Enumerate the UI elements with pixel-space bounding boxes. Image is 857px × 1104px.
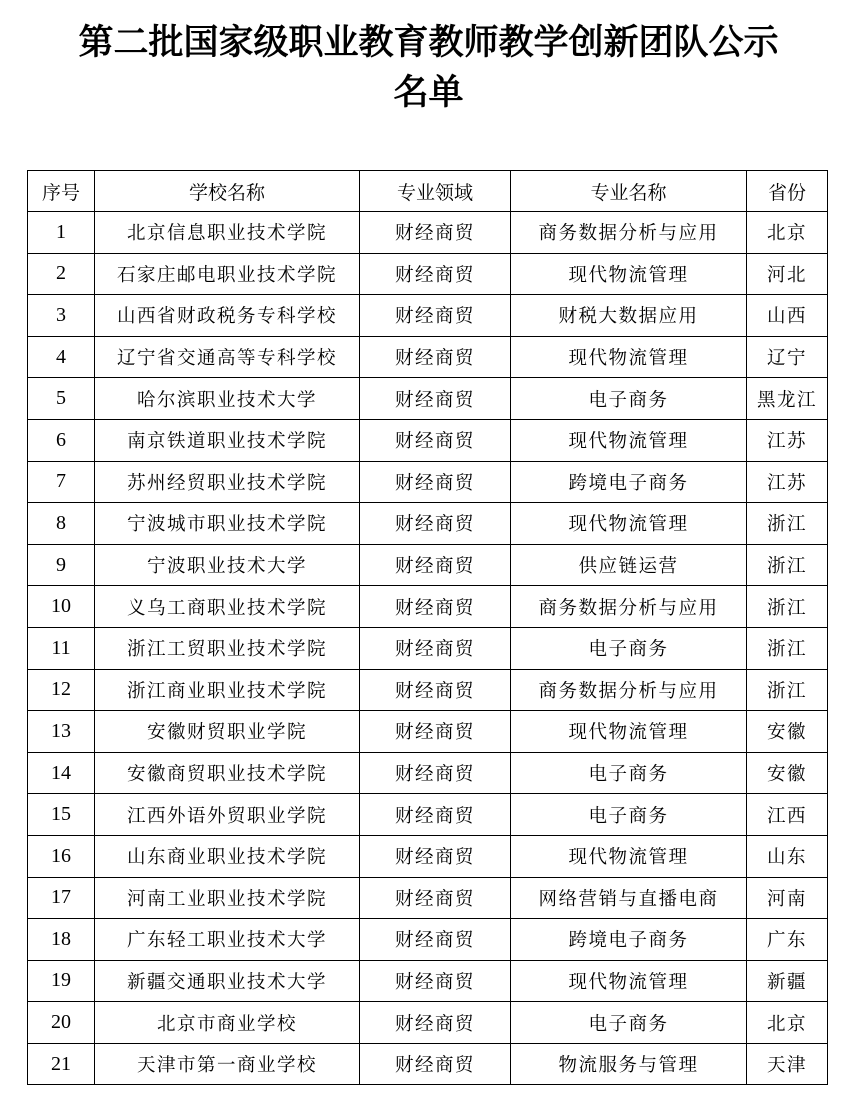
cell-major-name: 商务数据分析与应用: [511, 669, 747, 711]
cell-index: 21: [28, 1043, 95, 1085]
cell-index: 6: [28, 419, 95, 461]
cell-index: 1: [28, 212, 95, 254]
cell-province: 安徽: [747, 711, 828, 753]
cell-major-name: 物流服务与管理: [511, 1043, 747, 1085]
cell-index: 19: [28, 960, 95, 1002]
cell-field: 财经商贸: [360, 711, 511, 753]
cell-index: 15: [28, 794, 95, 836]
cell-major-name: 跨境电子商务: [511, 461, 747, 503]
cell-field: 财经商贸: [360, 336, 511, 378]
cell-province: 山东: [747, 835, 828, 877]
table-row: [28, 1002, 828, 1044]
cell-province: 江苏: [747, 419, 828, 461]
cell-field: 财经商贸: [360, 503, 511, 545]
cell-major-name: 电子商务: [511, 627, 747, 669]
cell-school-name: 南京铁道职业技术学院: [95, 419, 360, 461]
cell-major-name: 商务数据分析与应用: [511, 212, 747, 254]
cell-province: 北京: [747, 1002, 828, 1044]
cell-major-name: 电子商务: [511, 794, 747, 836]
table-row: [28, 669, 828, 711]
cell-index: 14: [28, 752, 95, 794]
cell-index: 7: [28, 461, 95, 503]
table-row: [28, 336, 828, 378]
team-list-table: [27, 170, 828, 1085]
cell-province: 安徽: [747, 752, 828, 794]
cell-major-name: 商务数据分析与应用: [511, 586, 747, 628]
cell-school-name: 义乌工商职业技术学院: [95, 586, 360, 628]
cell-province: 浙江: [747, 627, 828, 669]
cell-major-name: 现代物流管理: [511, 711, 747, 753]
cell-school-name: 安徽财贸职业学院: [95, 711, 360, 753]
cell-province: 新疆: [747, 960, 828, 1002]
cell-province: 浙江: [747, 586, 828, 628]
cell-field: 财经商贸: [360, 919, 511, 961]
cell-school-name: 新疆交通职业技术大学: [95, 960, 360, 1002]
cell-major-name: 跨境电子商务: [511, 919, 747, 961]
cell-index: 12: [28, 669, 95, 711]
header-province: 省份: [747, 171, 828, 212]
cell-field: 财经商贸: [360, 378, 511, 420]
table-row: [28, 212, 828, 254]
cell-field: 财经商贸: [360, 835, 511, 877]
cell-province: 江苏: [747, 461, 828, 503]
cell-school-name: 辽宁省交通高等专科学校: [95, 336, 360, 378]
cell-index: 17: [28, 877, 95, 919]
table-row: [28, 627, 828, 669]
cell-index: 9: [28, 544, 95, 586]
cell-index: 3: [28, 295, 95, 337]
cell-index: 5: [28, 378, 95, 420]
table-row: [28, 711, 828, 753]
cell-province: 辽宁: [747, 336, 828, 378]
cell-field: 财经商贸: [360, 586, 511, 628]
cell-major-name: 现代物流管理: [511, 503, 747, 545]
cell-school-name: 宁波职业技术大学: [95, 544, 360, 586]
cell-school-name: 山东商业职业技术学院: [95, 835, 360, 877]
cell-school-name: 河南工业职业技术学院: [95, 877, 360, 919]
table-row: [28, 544, 828, 586]
cell-school-name: 天津市第一商业学校: [95, 1043, 360, 1085]
cell-major-name: 现代物流管理: [511, 419, 747, 461]
table-row: [28, 419, 828, 461]
cell-province: 天津: [747, 1043, 828, 1085]
table-header-row: [28, 171, 828, 212]
table-row: [28, 378, 828, 420]
cell-major-name: 财税大数据应用: [511, 295, 747, 337]
cell-major-name: 电子商务: [511, 378, 747, 420]
cell-major-name: 电子商务: [511, 1002, 747, 1044]
cell-field: 财经商贸: [360, 419, 511, 461]
cell-major-name: 电子商务: [511, 752, 747, 794]
title-line-2: 名单: [393, 73, 464, 113]
cell-school-name: 安徽商贸职业技术学院: [95, 752, 360, 794]
cell-school-name: 广东轻工职业技术大学: [95, 919, 360, 961]
cell-major-name: 现代物流管理: [511, 835, 747, 877]
table-row: [28, 877, 828, 919]
cell-province: 山西: [747, 295, 828, 337]
cell-index: 4: [28, 336, 95, 378]
cell-index: 18: [28, 919, 95, 961]
cell-school-name: 北京信息职业技术学院: [95, 212, 360, 254]
cell-field: 财经商贸: [360, 544, 511, 586]
table-row: [28, 960, 828, 1002]
table-row: [28, 461, 828, 503]
header-field: 专业领域: [360, 171, 511, 212]
cell-field: 财经商贸: [360, 627, 511, 669]
table-row: [28, 503, 828, 545]
cell-province: 浙江: [747, 503, 828, 545]
cell-school-name: 宁波城市职业技术学院: [95, 503, 360, 545]
table-row: [28, 794, 828, 836]
cell-school-name: 石家庄邮电职业技术学院: [95, 253, 360, 295]
table-row: [28, 835, 828, 877]
header-index: 序号: [28, 171, 95, 212]
header-major-name: 专业名称: [511, 171, 747, 212]
cell-school-name: 浙江工贸职业技术学院: [95, 627, 360, 669]
cell-province: 江西: [747, 794, 828, 836]
cell-index: 20: [28, 1002, 95, 1044]
header-school-name: 学校名称: [95, 171, 360, 212]
table-row: [28, 752, 828, 794]
document-title: [0, 18, 857, 118]
cell-school-name: 浙江商业职业技术学院: [95, 669, 360, 711]
cell-school-name: 苏州经贸职业技术学院: [95, 461, 360, 503]
cell-province: 浙江: [747, 669, 828, 711]
cell-field: 财经商贸: [360, 1002, 511, 1044]
cell-index: 2: [28, 253, 95, 295]
cell-school-name: 江西外语外贸职业学院: [95, 794, 360, 836]
cell-province: 浙江: [747, 544, 828, 586]
cell-school-name: 北京市商业学校: [95, 1002, 360, 1044]
cell-field: 财经商贸: [360, 669, 511, 711]
cell-index: 10: [28, 586, 95, 628]
table-body: [28, 212, 828, 1085]
cell-field: 财经商贸: [360, 877, 511, 919]
cell-field: 财经商贸: [360, 461, 511, 503]
cell-index: 13: [28, 711, 95, 753]
cell-index: 11: [28, 627, 95, 669]
table-row: [28, 253, 828, 295]
cell-province: 河北: [747, 253, 828, 295]
cell-field: 财经商贸: [360, 295, 511, 337]
table-row: [28, 1043, 828, 1085]
table-row: [28, 295, 828, 337]
cell-major-name: 现代物流管理: [511, 253, 747, 295]
cell-province: 河南: [747, 877, 828, 919]
cell-major-name: 供应链运营: [511, 544, 747, 586]
cell-index: 16: [28, 835, 95, 877]
cell-school-name: 山西省财政税务专科学校: [95, 295, 360, 337]
title-line-1: 第二批国家级职业教育教师教学创新团队公示: [78, 23, 779, 63]
cell-major-name: 现代物流管理: [511, 336, 747, 378]
cell-index: 8: [28, 503, 95, 545]
cell-field: 财经商贸: [360, 212, 511, 254]
cell-major-name: 网络营销与直播电商: [511, 877, 747, 919]
cell-field: 财经商贸: [360, 960, 511, 1002]
cell-province: 黑龙江: [747, 378, 828, 420]
cell-province: 北京: [747, 212, 828, 254]
table-row: [28, 919, 828, 961]
cell-field: 财经商贸: [360, 1043, 511, 1085]
cell-major-name: 现代物流管理: [511, 960, 747, 1002]
cell-field: 财经商贸: [360, 794, 511, 836]
cell-province: 广东: [747, 919, 828, 961]
cell-field: 财经商贸: [360, 253, 511, 295]
cell-school-name: 哈尔滨职业技术大学: [95, 378, 360, 420]
cell-field: 财经商贸: [360, 752, 511, 794]
table-row: [28, 586, 828, 628]
